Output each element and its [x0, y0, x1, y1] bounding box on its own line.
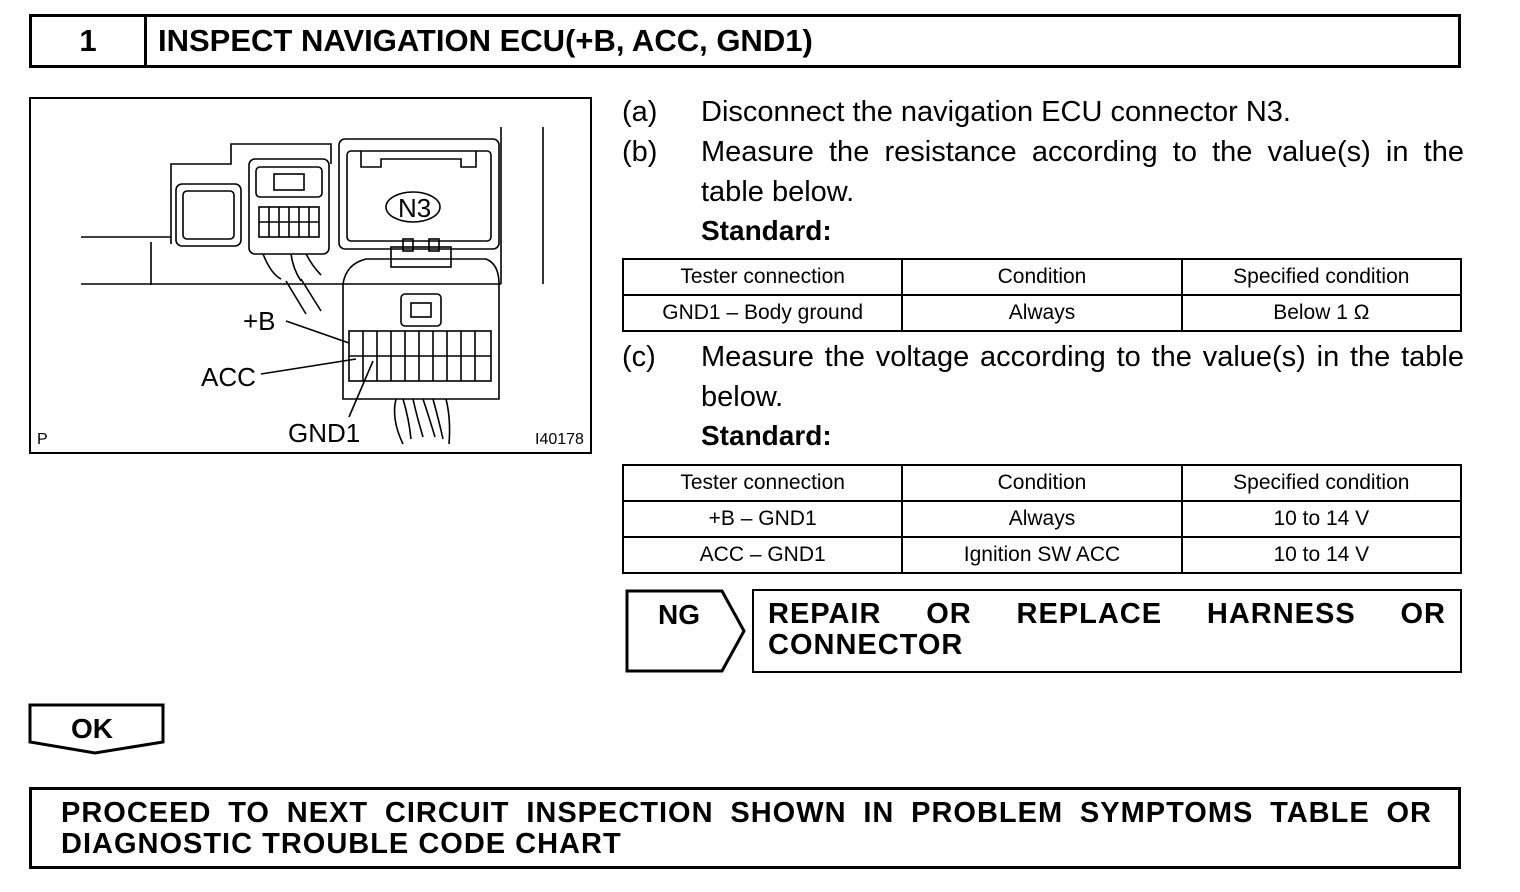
table-header-cell: Tester connection: [623, 259, 902, 295]
table-cell: GND1 – Body ground: [623, 295, 902, 331]
table-header-cell: Tester connection: [623, 465, 902, 501]
standard-label-resistance: Standard:: [701, 215, 832, 246]
ng-action-word: REPAIR: [768, 598, 882, 630]
table-header-cell: Condition: [902, 259, 1181, 295]
ng-action-word: HARNESS: [1206, 598, 1356, 630]
instruction-text: Measure the resistance according to the value(s) in the table below.: [701, 136, 1464, 208]
instruction-text: Measure the voltage according to the value(s) in the table below.: [701, 341, 1464, 413]
step-header: [29, 14, 1461, 68]
next-step-line1: [61, 798, 1432, 829]
ng-action-word: OR: [926, 598, 972, 630]
instruction-b: [622, 132, 1464, 212]
table-cell: Ignition SW ACC: [902, 537, 1181, 573]
table-cell: Below 1 Ω: [1182, 295, 1461, 331]
resistance-spec-table: [622, 258, 1462, 332]
next-step-word: INSPECTION: [526, 797, 714, 829]
step-title: INSPECT NAVIGATION ECU(+B, ACC, GND1): [158, 23, 813, 58]
next-step-word: NEXT: [286, 797, 369, 829]
voltage-spec-table: [622, 464, 1462, 574]
leader-gnd1: [349, 361, 373, 417]
next-step-line2: DIAGNOSTIC TROUBLE CODE CHART: [61, 828, 622, 860]
table-cell: +B – GND1: [623, 501, 902, 537]
ok-label: OK: [71, 713, 113, 744]
mid-connector-pins: [259, 207, 319, 237]
ng-action-word: REPLACE: [1016, 598, 1163, 630]
leader-acc: [261, 359, 356, 374]
table-cell: 10 to 14 V: [1182, 537, 1461, 573]
table-header-row: [623, 259, 1461, 295]
instruction-c: [622, 337, 1464, 417]
next-step-box: [29, 787, 1461, 869]
instruction-text: Disconnect the navigation ECU connector N3.: [701, 96, 1291, 128]
pin-label-b: +B: [243, 306, 276, 336]
table-row: [623, 537, 1461, 573]
table-row: [623, 295, 1461, 331]
ng-label: NG: [658, 599, 700, 630]
step-number: 1: [32, 17, 147, 65]
next-step-word: IN: [863, 797, 895, 829]
pin-label-gnd1: GND1: [288, 418, 361, 448]
next-step-word: CIRCUIT: [384, 797, 510, 829]
instruction-a: [622, 92, 1464, 132]
connector-drawing: [31, 99, 590, 452]
table-cell: Always: [902, 295, 1181, 331]
next-step-word: TO: [228, 797, 270, 829]
table-header-cell: Condition: [902, 465, 1181, 501]
next-step-word: TABLE: [1270, 797, 1370, 829]
table-header-cell: Specified condition: [1182, 465, 1461, 501]
next-step-word: PROBLEM: [911, 797, 1064, 829]
table-header-cell: Specified condition: [1182, 259, 1461, 295]
figure-corner-mark: P: [37, 431, 48, 448]
pin-label-acc: ACC: [201, 362, 256, 392]
table-row: [623, 501, 1461, 537]
next-step-word: SYMPTOMS: [1079, 797, 1254, 829]
table-cell: ACC – GND1: [623, 537, 902, 573]
n3-connector-label: N3: [398, 193, 432, 223]
ng-action-line1: [768, 599, 1446, 630]
next-step-word: PROCEED: [61, 797, 212, 829]
ng-action-line2: CONNECTOR: [768, 629, 964, 661]
instruction-letter: (b): [622, 136, 658, 168]
instruction-letter: (c): [622, 341, 656, 373]
table-cell: Always: [902, 501, 1181, 537]
plug-terminal-grid: [349, 331, 491, 381]
leader-b: [286, 321, 349, 343]
connector-illustration: [29, 97, 592, 454]
next-step-word: SHOWN: [730, 797, 847, 829]
ng-action-word: OR: [1400, 598, 1446, 630]
ng-action-box: [752, 589, 1462, 673]
figure-code: I40178: [535, 431, 584, 448]
table-header-row: [623, 465, 1461, 501]
next-step-word: OR: [1386, 797, 1432, 829]
standard-label-voltage: Standard:: [701, 420, 832, 451]
table-cell: 10 to 14 V: [1182, 501, 1461, 537]
instruction-letter: (a): [622, 96, 658, 128]
